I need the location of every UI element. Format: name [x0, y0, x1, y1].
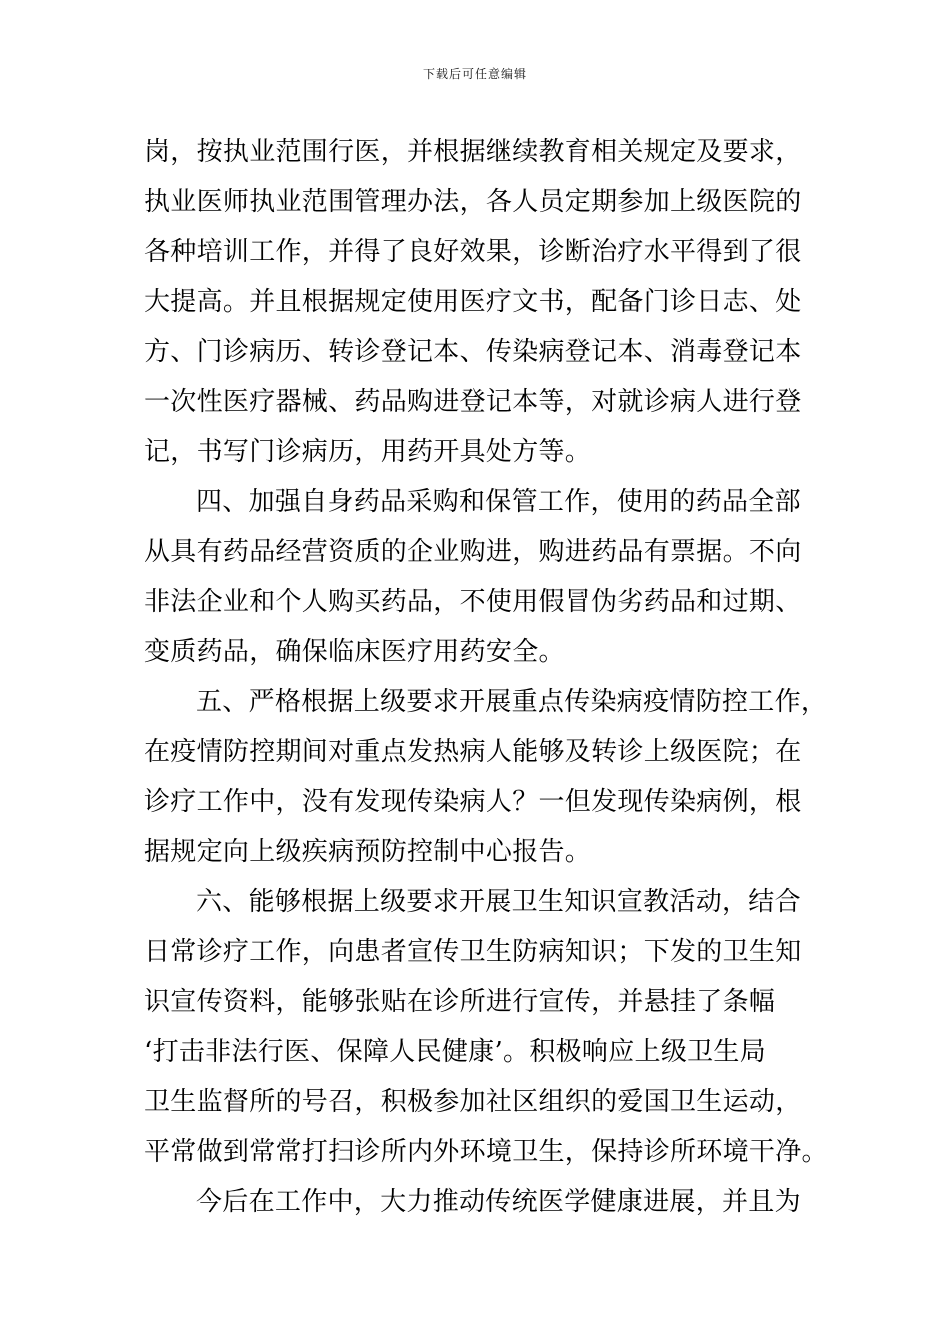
paragraph-start-line: 四、加强自身药品采购和保管工作，使用的药品全部 — [196, 487, 801, 517]
text-line: 执业医师执业范围管理办法，各人员定期参加上级医院的 — [144, 187, 802, 217]
text-line: 从具有药品经营资质的企业购进，购进药品有票据。不向 — [144, 537, 802, 567]
text-line: 变质药品，确保临床医疗用药安全。 — [144, 637, 565, 667]
text-line: 日常诊疗工作，向患者宣传卫生防病知识；下发的卫生知 — [144, 937, 802, 967]
text-line: 平常做到常常打扫诊所内外环境卫生，保持诊所环境干净。 — [144, 1137, 828, 1167]
text-line: 大提高。并且根据规定使用医疗文书，配备门诊日志、处 — [144, 287, 802, 317]
text-line: 在疫情防控期间对重点发热病人能够及转诊上级医院；在 — [144, 737, 802, 767]
paragraph-start-line: 今后在工作中，大力推动传统医学健康进展，并且为 — [196, 1187, 801, 1217]
text-line: 各种培训工作，并得了良好效果，诊断治疗水平得到了很 — [144, 237, 802, 267]
text-line: 据规定向上级疾病预防控制中心报告。 — [144, 837, 592, 867]
text-line: 非法企业和个人购买药品，不使用假冒伪劣药品和过期、 — [144, 587, 802, 617]
text-line: 卫生监督所的号召，积极参加社区组织的爱国卫生运动， — [144, 1087, 802, 1117]
text-line: 诊疗工作中，没有发现传染病人？一但发现传染病例，根 — [144, 787, 802, 817]
text-line: 岗，按执业范围行医，并根据继续教育相关规定及要求， — [144, 137, 802, 167]
text-line: 方、门诊病历、转诊登记本、传染病登记本、消毒登记本 — [144, 337, 802, 367]
body-text — [144, 127, 834, 1227]
text-line: 一次性医疗器械、药品购进登记本等，对就诊病人进行登 — [144, 387, 802, 417]
paragraph-start-line: 六、能够根据上级要求开展卫生知识宣教活动，结合 — [196, 887, 801, 917]
page-header: 下载后可任意编辑 — [422, 67, 527, 81]
text-line: 记，书写门诊病历，用药开具处方等。 — [144, 437, 592, 467]
paragraph-start-line: 五、严格根据上级要求开展重点传染病疫情防控工作， — [196, 687, 828, 717]
text-line: ‘打击非法行医、保障人民健康’。积极响应上级卫生局 — [144, 1037, 767, 1067]
text-line: 识宣传资料，能够张贴在诊所进行宣传，并悬挂了条幅 — [144, 987, 776, 1017]
